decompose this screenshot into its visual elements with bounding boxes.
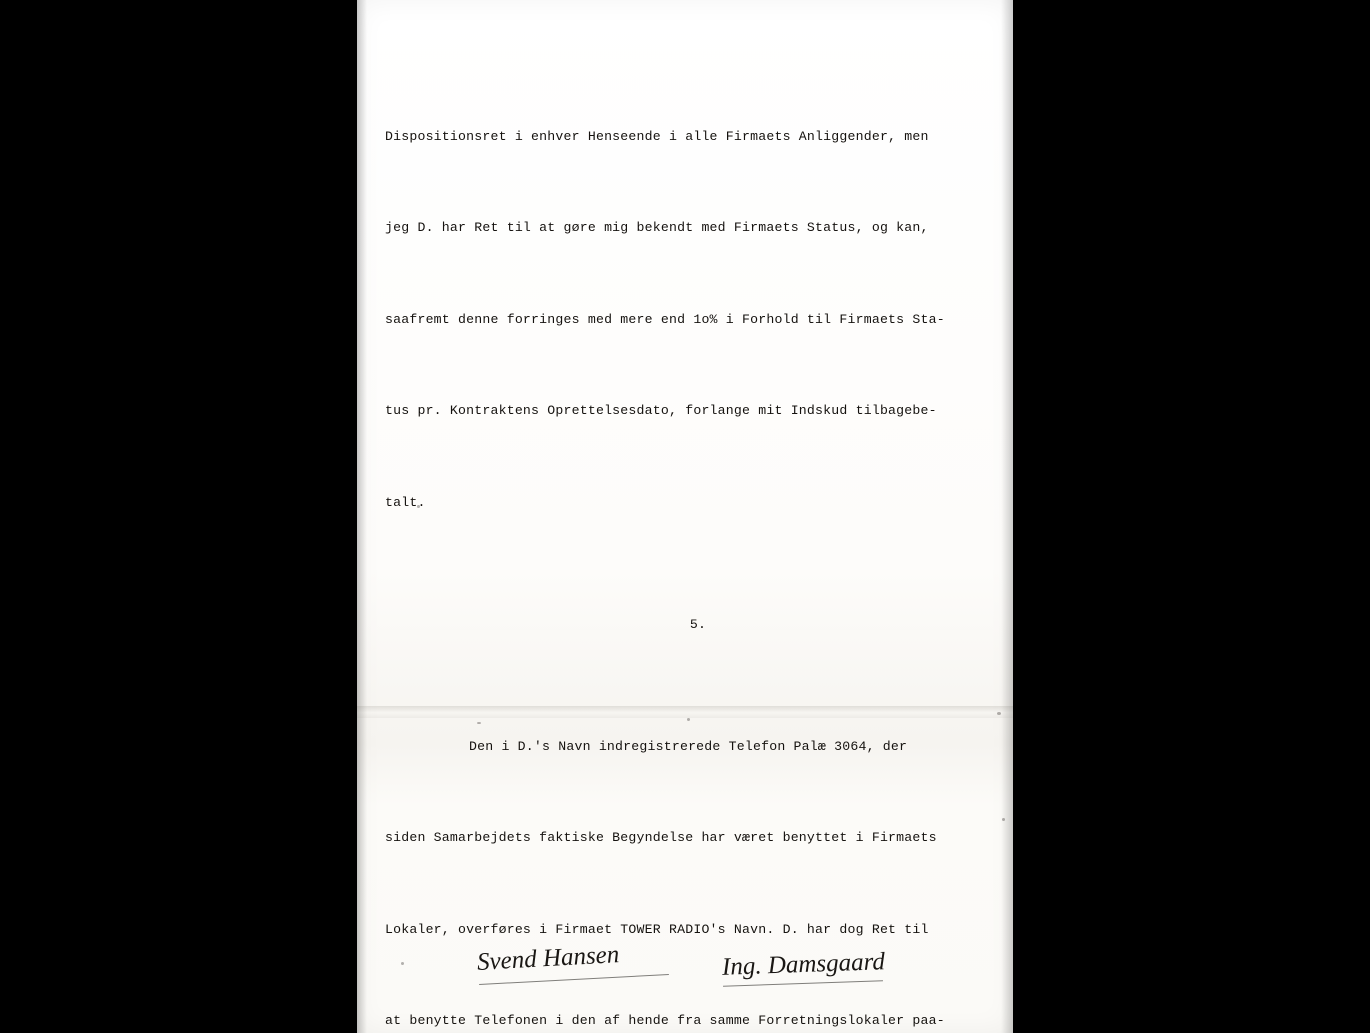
scan-speck [687,718,690,721]
document-text-body [385,30,991,1033]
signature-svend-hansen: Svend Hansen [476,941,620,976]
text-line: saafremt denne forringes med mere end 1o% i Forhold til Firmaets Sta- [385,311,945,327]
scan-speck [1002,818,1005,821]
signature-ing-damsgaard: Ing. Damsgaard [721,948,886,981]
scan-speck [417,505,420,508]
text-line: Dispositionsret i enhver Henseende i alle Firmaets Anliggender, men [385,128,929,144]
signature-row [476,941,937,1005]
signature-underline [723,980,883,987]
text-line: at benytte Telefonen i den af hende fra samme Forretningslokaler paa- [385,1013,945,1028]
page-left-edge-shadow [357,0,367,1033]
text-line: siden Samarbejdets faktiske Begyndelse har været benyttet i Firmaets [385,830,937,845]
text-line: talt. [385,494,426,510]
section-number: 5. [689,616,707,632]
scan-speck [401,962,404,965]
scanned-document-page [357,0,1013,1033]
text-line: tus pr. Kontraktens Oprettelsesdato, forlange mit Indskud tilbagebe- [385,403,937,418]
page-right-edge-shadow [1001,0,1013,1033]
scan-speck [477,722,481,724]
signature-underline [479,974,669,985]
text-line: jeg D. har Ret til at gøre mig bekendt med Firmaets Status, og kan, [385,220,929,235]
text-line: Lokaler, overføres i Firmaet TOWER RADIO's Navn. D. har dog Ret til [385,921,929,937]
scan-speck [997,712,1001,715]
text-line: Den i D.'s Navn indregistrerede Telefon Palæ 3064, der [469,738,908,754]
